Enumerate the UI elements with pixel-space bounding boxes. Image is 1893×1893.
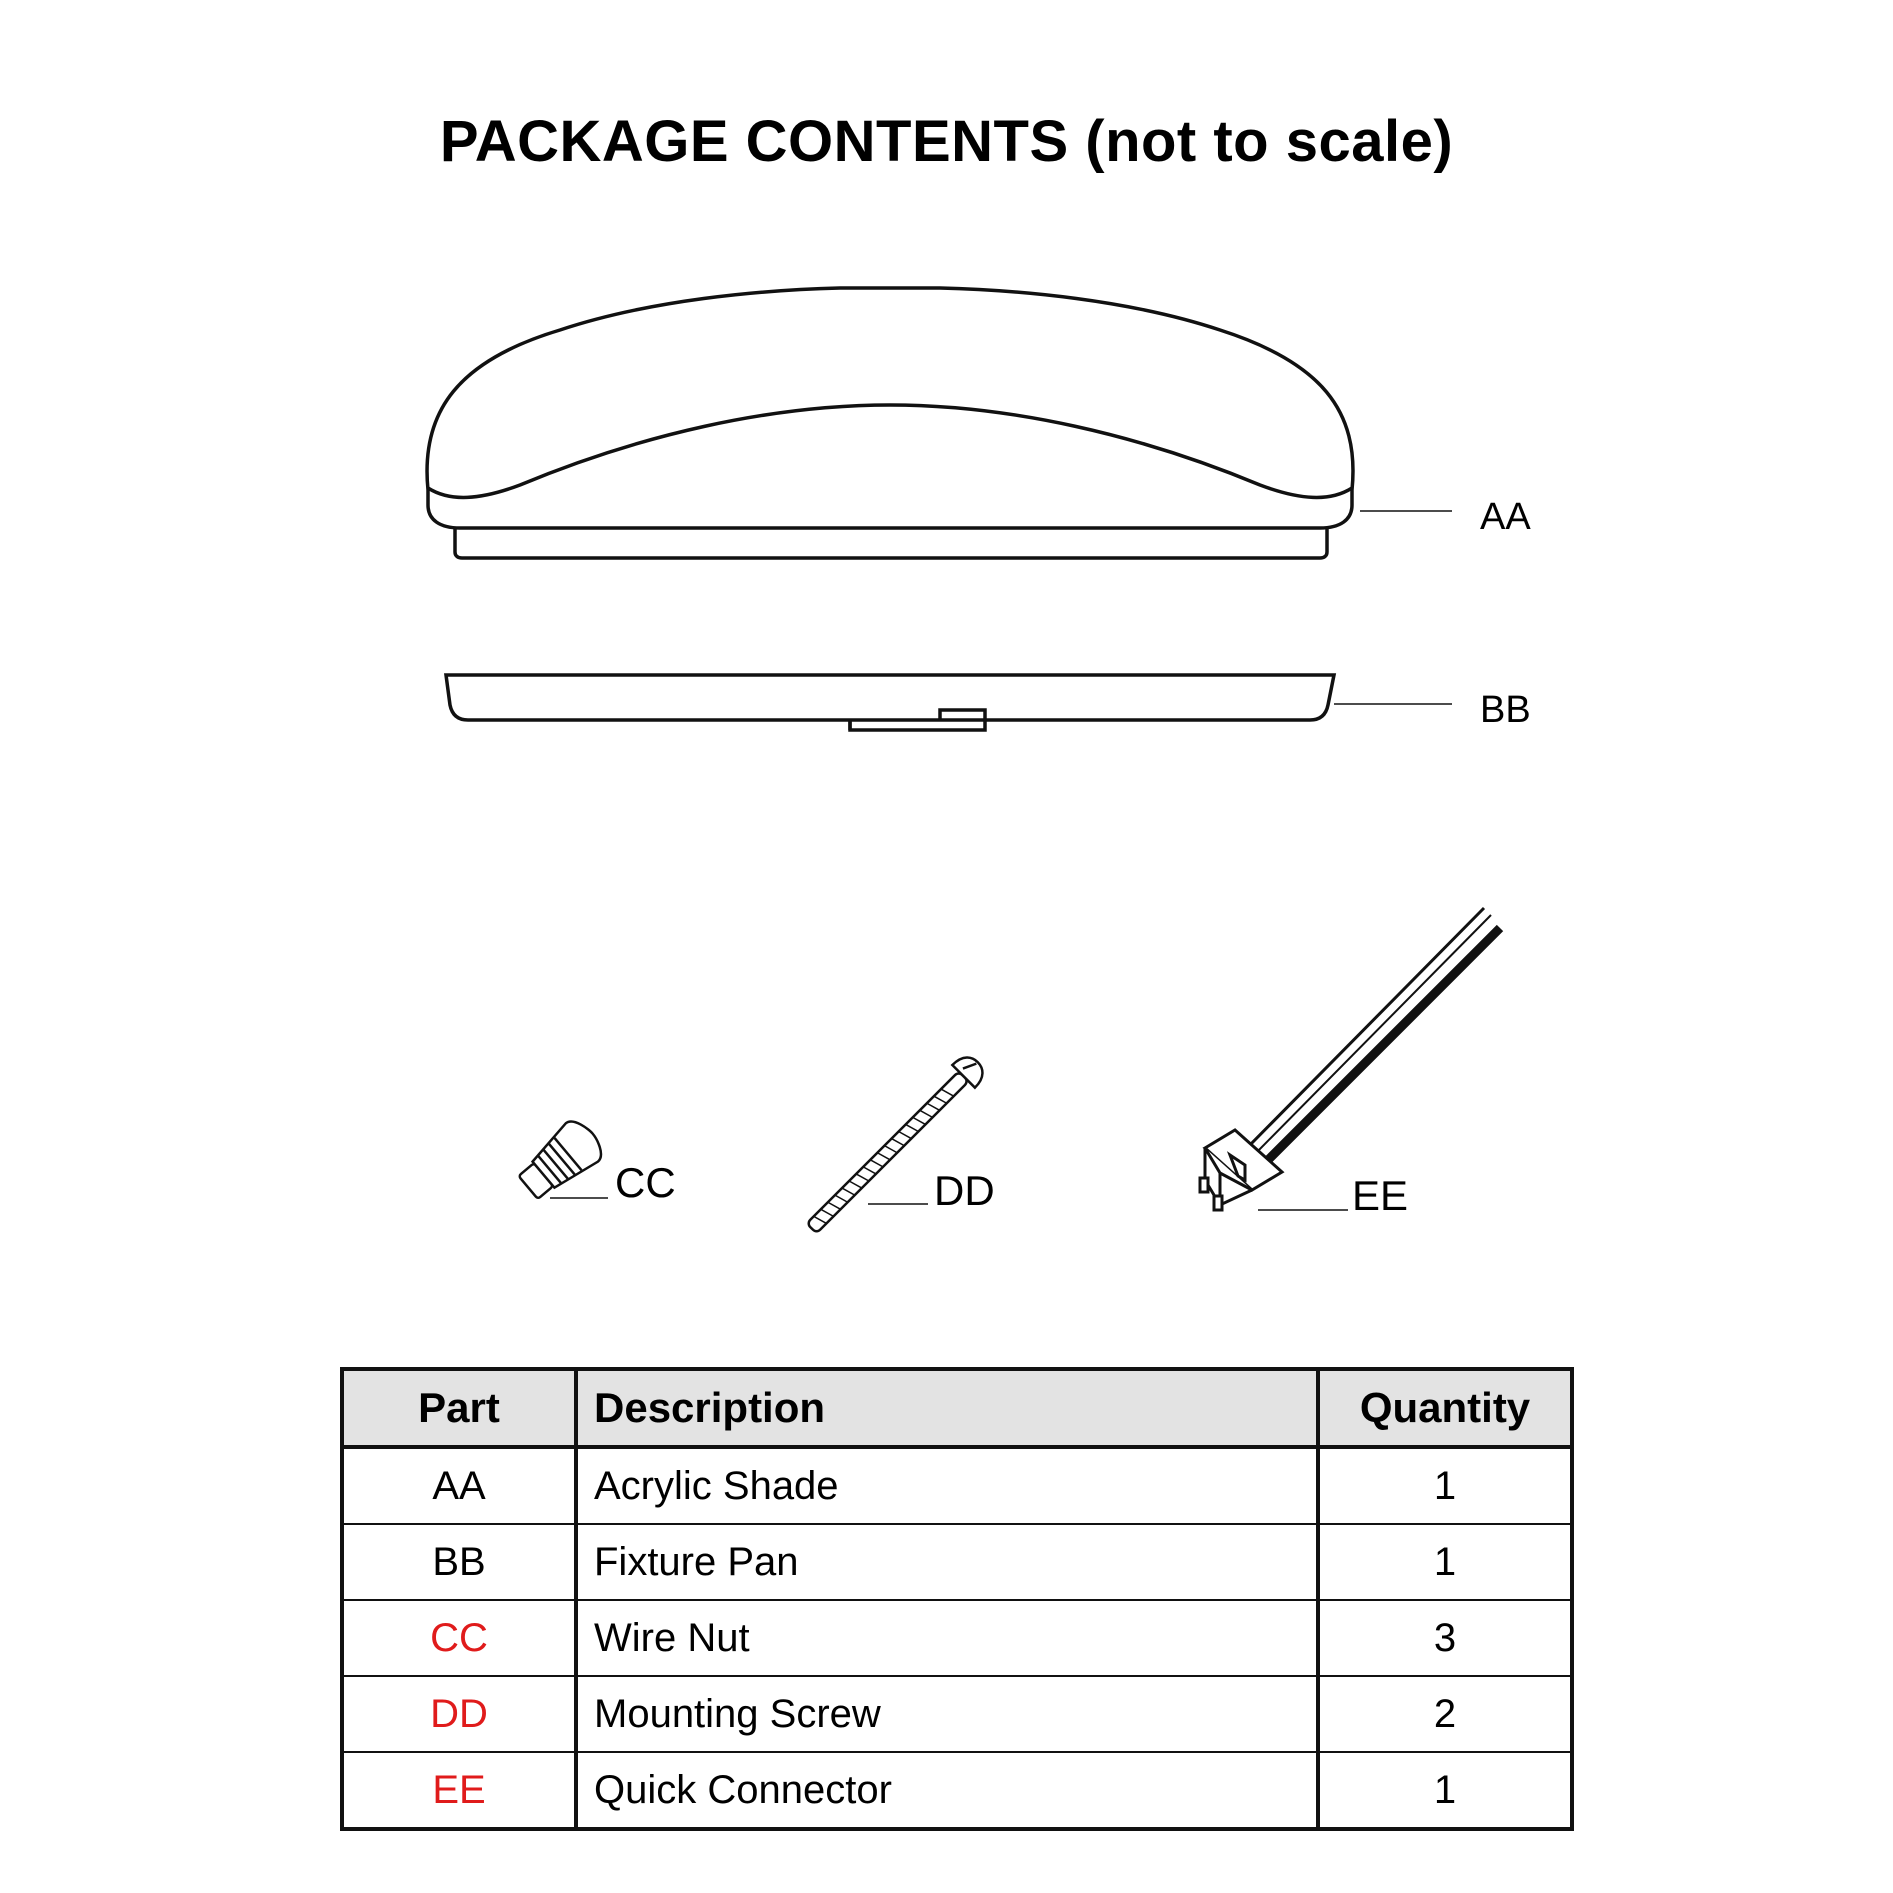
part-quantity: 2 (1318, 1676, 1572, 1752)
header-part: Part (342, 1369, 576, 1447)
table-row (342, 1447, 1572, 1524)
part-quantity: 3 (1318, 1600, 1572, 1676)
part-code: EE (342, 1752, 576, 1829)
callout-aa: AA (1480, 496, 1531, 538)
callout-ee: EE (1352, 1172, 1409, 1219)
table-row (342, 1752, 1572, 1829)
part-description: Acrylic Shade (576, 1447, 1318, 1524)
part-code: CC (342, 1600, 576, 1676)
table-row (342, 1600, 1572, 1676)
fixture-pan-drawing (446, 675, 1334, 730)
part-quantity: 1 (1318, 1752, 1572, 1829)
acrylic-shade-drawing (427, 288, 1353, 558)
quick-connector-drawing (1200, 908, 1500, 1210)
callout-cc: CC (615, 1159, 676, 1206)
page-title: PACKAGE CONTENTS (not to scale) (439, 109, 1454, 174)
part-description: Wire Nut (576, 1600, 1318, 1676)
part-description: Quick Connector (576, 1752, 1318, 1829)
table-row (342, 1524, 1572, 1600)
part-code: AA (342, 1447, 576, 1524)
callout-bb: BB (1480, 689, 1531, 731)
part-description: Mounting Screw (576, 1676, 1318, 1752)
wire-nut-drawing (512, 1114, 608, 1206)
callout-dd: DD (934, 1167, 995, 1214)
table-header-row (342, 1369, 1572, 1447)
part-code: BB (342, 1524, 576, 1600)
header-quantity: Quantity (1318, 1369, 1572, 1447)
part-quantity: 1 (1318, 1524, 1572, 1600)
part-code: DD (342, 1676, 576, 1752)
part-quantity: 1 (1318, 1447, 1572, 1524)
part-description: Fixture Pan (576, 1524, 1318, 1600)
table-row (342, 1676, 1572, 1752)
header-description: Description (576, 1369, 1318, 1447)
parts-table (340, 1367, 1574, 1831)
